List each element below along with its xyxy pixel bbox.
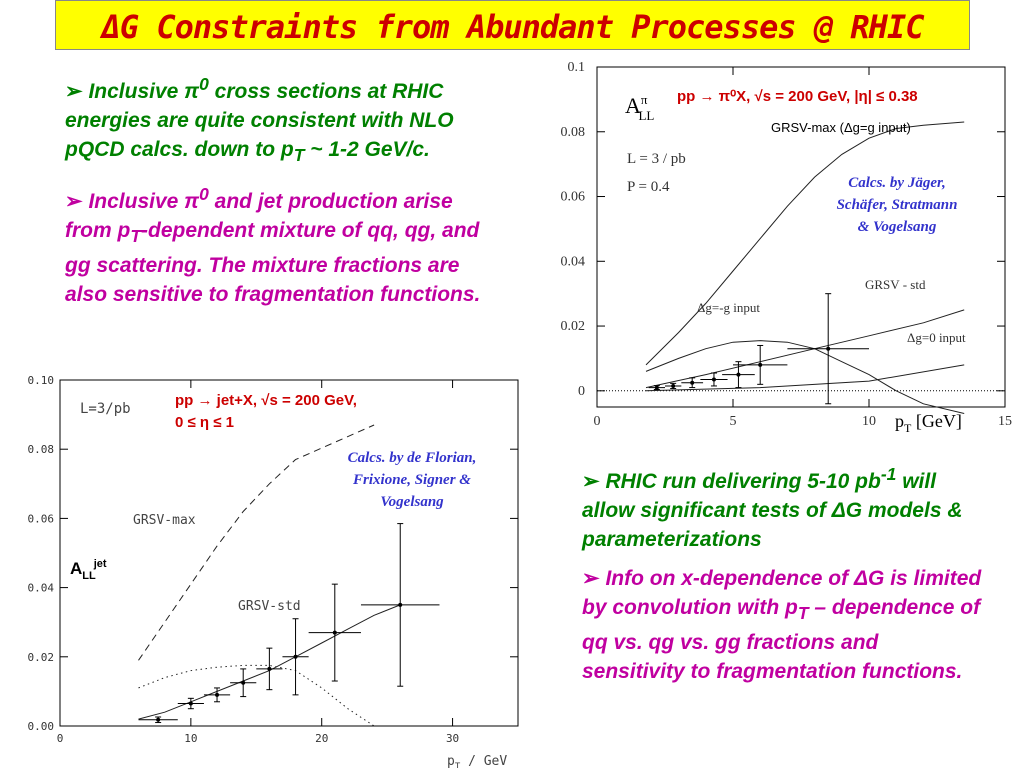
x-tick-label: 0 xyxy=(56,732,64,745)
bullet-item: ➢ RHIC run delivering 5-10 $pb^{-1}$ will allow significant tests of ΔG models & parameterizations xyxy=(582,464,963,551)
series-label-grsv-max: GRSV-max xyxy=(133,513,196,528)
series-label-grsv-std: GRSV - std xyxy=(865,277,926,292)
data-point xyxy=(294,655,298,659)
x-axis-label: $p_T$ [GeV] xyxy=(895,411,962,435)
data-point xyxy=(826,347,830,351)
right-bullet-list xyxy=(582,460,982,696)
y-tick-label: 0.06 xyxy=(560,189,585,205)
data-point xyxy=(655,386,659,390)
series-label-dg-zero: Δg=0 input xyxy=(907,330,966,345)
left-bullet-list xyxy=(65,70,505,319)
calc-credit-line: Calcs. by Jäger, xyxy=(848,175,946,191)
y-tick-label: 0.04 xyxy=(27,581,54,595)
series-line-0 xyxy=(646,122,964,365)
info-line: L = 3 / pb xyxy=(627,151,686,167)
y-tick-label: 0.1 xyxy=(567,60,585,75)
x-tick-label: 0 xyxy=(593,414,601,429)
title-bar xyxy=(55,0,970,50)
x-axis-label: $p_T$ / GeV xyxy=(447,754,508,768)
data-point xyxy=(241,681,245,685)
y-axis-label: $A^\pi$ LL xyxy=(625,92,655,123)
plot-frame xyxy=(60,380,518,726)
data-point xyxy=(398,603,402,607)
series-label-dg-neg: Δg=-g input xyxy=(697,300,760,315)
x-tick-label: 20 xyxy=(315,732,329,745)
x-tick-label: 10 xyxy=(184,732,198,745)
data-point xyxy=(690,381,694,385)
series-line-0 xyxy=(139,425,375,660)
data-point xyxy=(758,363,762,367)
arrow-bullet-icon: ➢ xyxy=(582,567,606,590)
calc-credit-line: & Vogelsang xyxy=(857,219,937,235)
bullet-item: ➢ Info on x-dependence of ΔG is limited by convolution with $p_T$ – dependence of qq vs. qg vs. gg fractions and sensitivity to fragmentation functions. xyxy=(582,567,982,684)
data-point xyxy=(189,702,193,706)
plot-frame xyxy=(597,67,1005,407)
pi0-all-chart xyxy=(535,55,1020,440)
y-tick-label: 0.06 xyxy=(27,512,54,526)
arrow-bullet-icon: ➢ xyxy=(582,470,606,493)
info-line: L=3/pb xyxy=(80,401,131,417)
jet-all-chart xyxy=(0,368,530,768)
bullet-item: ➢ Inclusive $\pi^0$ cross sections at RHIC energies are quite consistent with NLO pQCD calcs. down to $p_T$ ~ 1-2 GeV/c. xyxy=(65,74,454,166)
series-line-2 xyxy=(139,665,375,726)
calc-credit-line: Schäfer, Stratmann xyxy=(836,197,958,213)
x-tick-label: 30 xyxy=(445,732,460,745)
y-tick-label: 0.10 xyxy=(27,374,54,387)
process-label: pp → jet+X, √s = 200 GeV, xyxy=(175,392,357,409)
calc-credit-line: Calcs. by de Florian, xyxy=(347,450,477,466)
x-tick-label: 10 xyxy=(862,414,876,429)
process-label: 0 ≤ η ≤ 1 xyxy=(175,414,234,431)
process-label: pp → π⁰X, √s = 200 GeV, |η| ≤ 0.38 xyxy=(677,88,918,105)
y-tick-label: 0.02 xyxy=(27,650,54,664)
x-tick-label: 5 xyxy=(729,414,737,429)
y-tick-label: 0.00 xyxy=(27,720,54,733)
calc-credit-line: Vogelsang xyxy=(380,494,444,510)
y-axis-label: $A_{LL}jet$ xyxy=(70,558,107,582)
data-point xyxy=(736,373,740,377)
y-tick-label: 0 xyxy=(578,383,585,399)
y-tick-label: 0.04 xyxy=(560,254,585,270)
y-tick-label: 0.08 xyxy=(560,124,585,140)
series-label-grsv-std: GRSV-std xyxy=(238,599,301,614)
bullet-item: ➢ Inclusive $\pi^0$ and jet production arise from $p_T$-dependent mixture of qq, qg, and gg scattering. The mixture fractions are also sensitive to fragmentation functions. xyxy=(65,184,481,307)
y-tick-label: 0.02 xyxy=(560,319,585,335)
arrow-bullet-icon: ➢ xyxy=(65,190,89,214)
calc-credit-line: Frixione, Signer & xyxy=(353,472,471,488)
slide-title: ΔG Constraints from Abundant Processes @ RHIC xyxy=(101,8,924,46)
data-point xyxy=(267,667,271,671)
data-point xyxy=(671,384,675,388)
data-point xyxy=(215,693,219,697)
arrow-bullet-icon: ➢ xyxy=(65,80,89,103)
series-label-grsv-max: GRSV-max (Δg=g input) xyxy=(771,120,911,135)
data-point xyxy=(156,718,160,722)
y-tick-label: 0.08 xyxy=(27,443,54,457)
x-tick-label: 15 xyxy=(998,414,1012,429)
data-point xyxy=(333,631,337,635)
info-line: P = 0.4 xyxy=(627,179,670,195)
data-point xyxy=(712,377,716,381)
